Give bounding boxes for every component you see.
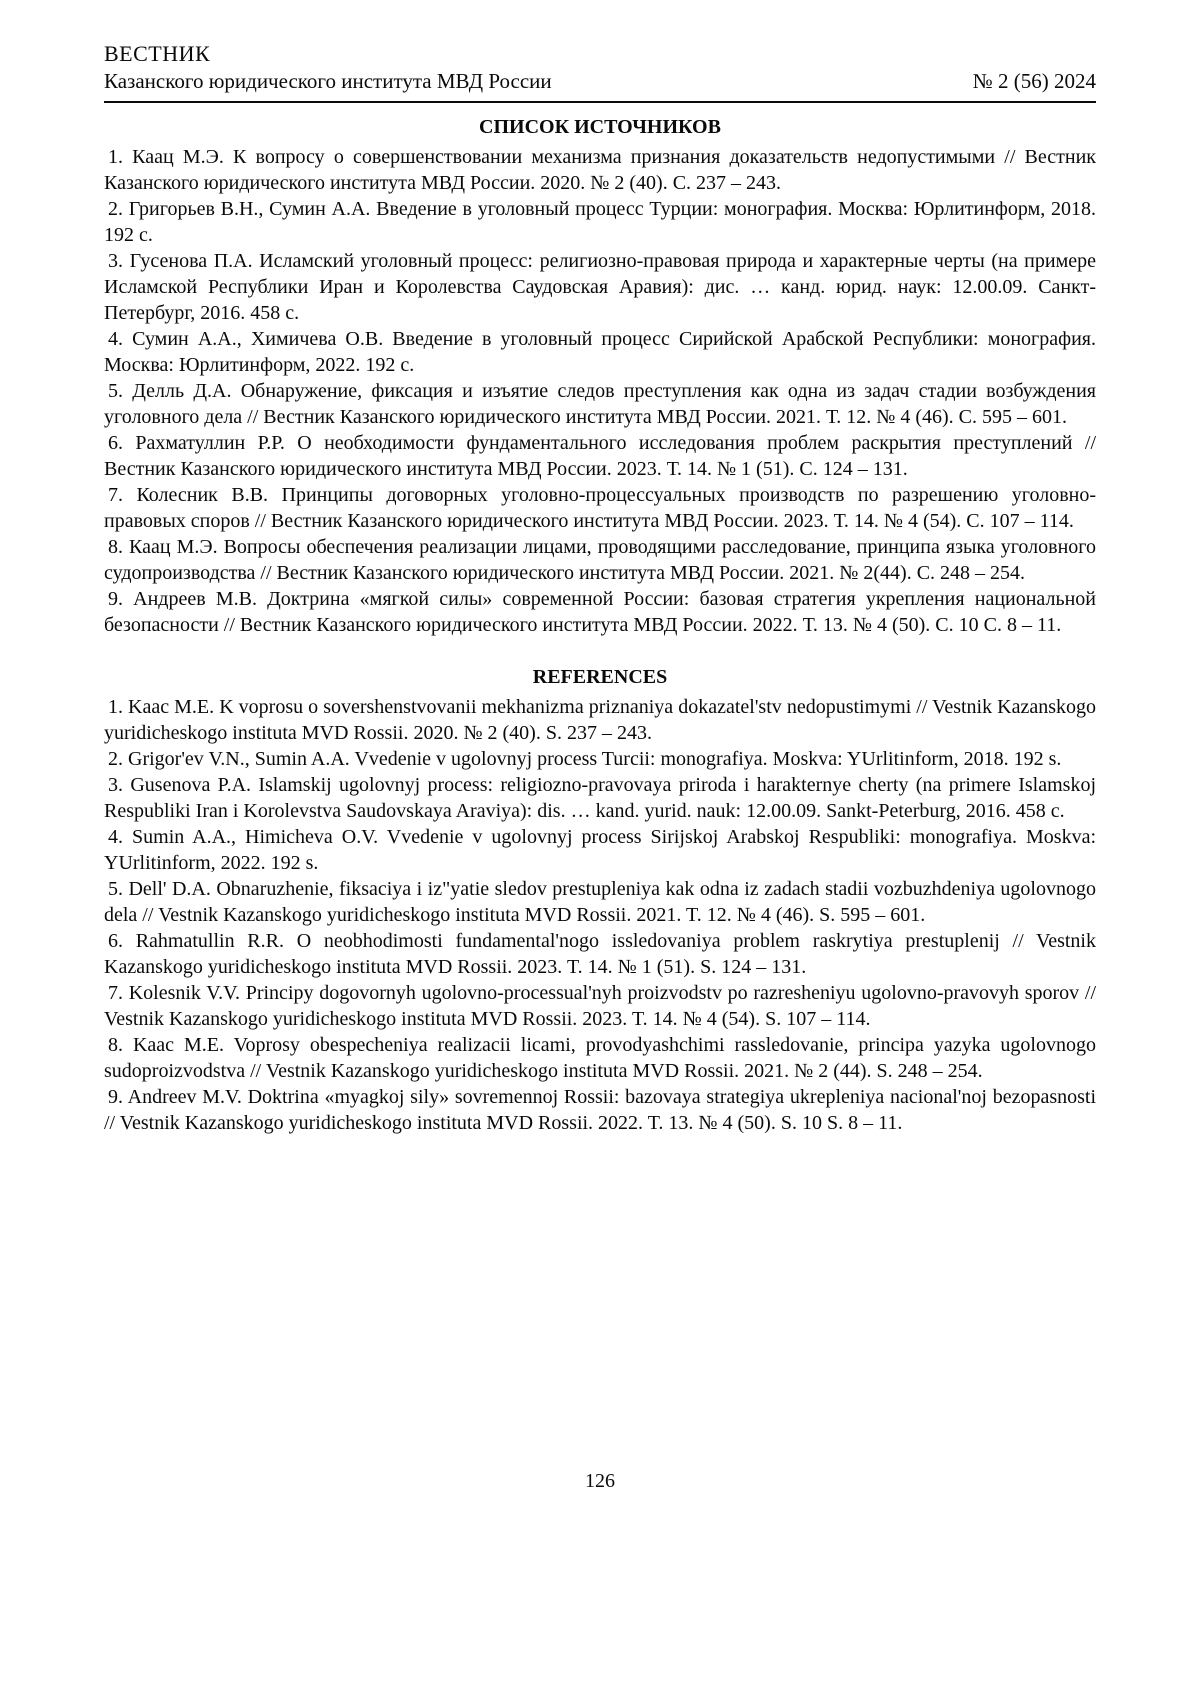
reference-item: 9. Andreev M.V. Doktrina «myagkoj sily» sovremennoj Rossii: bazovaya strategiya ukrepleniya nacional'noj bezopasnosti // Vestnik Kazanskogo yuridicheskogo instituta MVD Rossii. 2022. T. 13. № 4 (50). S. 10 S. 8 – 11. bbox=[104, 1086, 1096, 1134]
section-title-references: REFERENCES bbox=[532, 666, 668, 688]
reference-item: 8. Kaac M.E. Voprosy obespecheniya realizacii licami, provodyashchimi rassledovanie, principa yazyka ugolovnogo sudoproizvodstva // Vestnik Kazanskogo yuridicheskogo instituta MVD Rossii. 2021. № 2 (44). S. 248 – 254. bbox=[104, 1034, 1096, 1082]
reference-item: 1. Kaac M.E. K voprosu o sovershenstvovanii mekhanizma priznaniya dokazatel'stv nedopustimymi // Vestnik Kazanskogo yuridicheskogo instituta MVD Rossii. 2020. № 2 (40). S. 237 – 243. bbox=[104, 696, 1096, 744]
page-number: 126 bbox=[585, 1470, 615, 1492]
section-title-sources: СПИСОК ИСТОЧНИКОВ bbox=[479, 116, 721, 138]
reference-item: 3. Гусенова П.А. Исламский уголовный процесс: религиозно-правовая природа и характерные черты (на примере Исламской Республики Иран и Королевства Саудовская Аравия): дис. … канд. юрид. наук: 12.00.09. Санкт-Петербург, 2016. 458 с. bbox=[104, 250, 1096, 324]
reference-item: 5. Делль Д.А. Обнаружение, фиксация и изъятие следов преступления как одна из задач стадии возбуждения уголовного дела // Вестник Казанского юридического института МВД России. 2021. Т. 12. № 4 (46). С. 595 – 601. bbox=[104, 380, 1096, 428]
reference-item: 4. Sumin A.A., Himicheva O.V. Vvedenie v ugolovnyj process Sirijskoj Arabskoj Respubliki: monografiya. Moskva: YUrlitinform, 2022. 192 s. bbox=[104, 826, 1096, 874]
reference-item: 7. Колесник В.В. Принципы договорных уголовно-процессуальных производств по разрешению уголовно-правовых споров // Вестник Казанского юридического института МВД России. 2023. Т. 14. № 4 (54). С. 107 – 114. bbox=[104, 484, 1096, 532]
source-list-russian bbox=[104, 144, 1096, 638]
reference-item: 8. Каац М.Э. Вопросы обеспечения реализации лицами, проводящими расследование, принципа языка уголовного судопроизводства // Вестник Казанского юридического института МВД России. 2021. № 2(44). С. 248 – 254. bbox=[104, 536, 1096, 584]
reference-list-transliterated bbox=[104, 694, 1096, 1136]
issue-number: № 2 (56) 2024 bbox=[972, 69, 1096, 93]
reference-item: 1. Каац М.Э. К вопросу о совершенствовании механизма признания доказательств недопустимыми // Вестник Казанского юридического института МВД России. 2020. № 2 (40). С. 237 – 243. bbox=[104, 146, 1096, 194]
header-row bbox=[104, 67, 1096, 96]
page-body bbox=[104, 114, 1096, 1136]
reference-item: 2. Григорьев В.Н., Сумин А.А. Введение в уголовный процесс Турции: монография. Москва: Юрлитинформ, 2018. 192 с. bbox=[104, 198, 1096, 246]
journal-subtitle: Казанского юридического института МВД России bbox=[104, 69, 552, 93]
reference-item: 9. Андреев М.В. Доктрина «мягкой силы» современной России: базовая стратегия укрепления национальной безопасности // Вестник Казанского юридического института МВД России. 2022. Т. 13. № 4 (50). С. 10 С. 8 – 11. bbox=[104, 588, 1096, 636]
reference-item: 7. Kolesnik V.V. Principy dogovornyh ugolovno-processual'nyh proizvodstv po razresheniyu ugolovno-pravovyh sporov // Vestnik Kazanskogo yuridicheskogo instituta MVD Rossii. 2023. T. 14. № 4 (54). S. 107 – 114. bbox=[104, 982, 1096, 1030]
page-header bbox=[104, 40, 1096, 103]
reference-item: 3. Gusenova P.A. Islamskij ugolovnyj process: religiozno-pravovaya priroda i harakternye cherty (na primere Islamskoj Respubliki Iran i Korolevstva Saudovskaya Araviya): dis. … kand. yurid. nauk: 12.00.09. Sankt-Peterburg, 2016. 458 c. bbox=[104, 774, 1096, 822]
reference-item: 4. Сумин А.А., Химичева О.В. Введение в уголовный процесс Сирийской Арабской Республики: монография. Москва: Юрлитинформ, 2022. 192 с. bbox=[104, 328, 1096, 376]
reference-item: 5. Dell' D.A. Obnaruzhenie, fiksaciya i iz"yatie sledov prestupleniya kak odna iz zadach stadii vozbuzhdeniya ugolovnogo dela // Vestnik Kazanskogo yuridicheskogo instituta MVD Rossii. 2021. T. 12. № 4 (46). S. 595 – 601. bbox=[104, 878, 1096, 926]
reference-item: 6. Rahmatullin R.R. O neobhodimosti fundamental'nogo issledovaniya problem raskrytiya prestuplenij // Vestnik Kazanskogo yuridicheskogo instituta MVD Rossii. 2023. T. 14. № 1 (51). S. 124 – 131. bbox=[104, 930, 1096, 978]
reference-item: 2. Grigor'ev V.N., Sumin A.A. Vvedenie v ugolovnyj process Turcii: monografiya. Moskva: YUrlitinform, 2018. 192 s. bbox=[108, 748, 1062, 770]
reference-item: 6. Рахматуллин Р.Р. О необходимости фундаментального исследования проблем раскрытия преступлений // Вестник Казанского юридического института МВД России. 2023. Т. 14. № 1 (51). С. 124 – 131. bbox=[104, 432, 1096, 480]
journal-title: ВЕСТНИК bbox=[104, 41, 211, 66]
header-divider bbox=[104, 101, 1096, 103]
